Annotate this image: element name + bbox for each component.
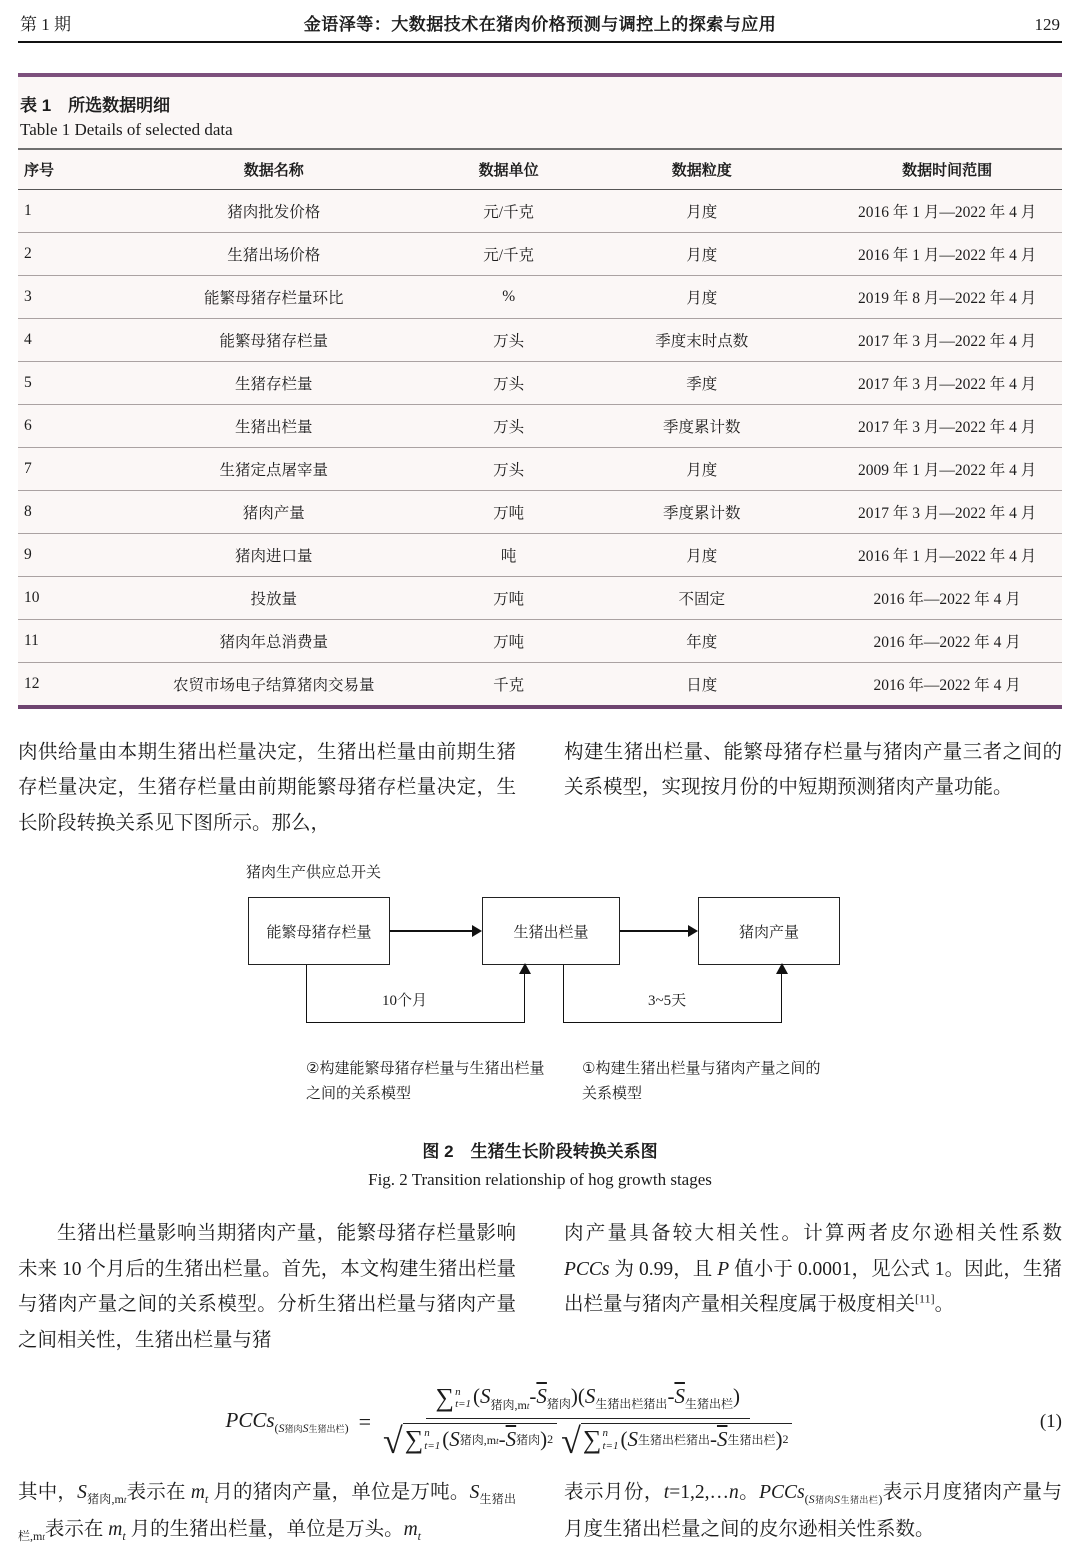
table-cell: 2017 年 3 月—2022 年 4 月: [832, 319, 1062, 362]
radicand-2: [581, 1423, 793, 1453]
sub-text: 猪肉,m: [86, 1492, 124, 1507]
arrowhead-right-icon: [472, 925, 482, 937]
sub-hog-out: 生猪出栏猪出: [595, 1397, 668, 1412]
table-cell: 1: [18, 190, 102, 233]
hog-growth-diagram: [230, 859, 950, 1117]
col-header-unit: 数据单位: [446, 149, 571, 190]
var-s: S: [627, 1427, 638, 1452]
table-cell: 日度: [686, 677, 718, 694]
sub-hog-out: 生猪出栏猪出: [637, 1433, 710, 1448]
diagram-note-1: ①构建生猪出栏量与猪肉产量之间的关系模型: [582, 1060, 821, 1103]
running-head: [18, 8, 1062, 43]
sqrt-icon: √: [561, 1420, 581, 1461]
body-text-block-1: [18, 735, 1062, 841]
table-cell: 2016 年 1 月—2022 年 4 月: [832, 190, 1062, 233]
paren: ): [732, 1384, 740, 1409]
var-n: n: [728, 1482, 739, 1504]
arrow-line-1: [390, 930, 472, 932]
table-cell: 2016 年—2022 年 4 月: [832, 620, 1062, 663]
sub-t: t: [204, 1492, 209, 1507]
var-s: S: [834, 1492, 841, 1507]
paren: (: [804, 1492, 809, 1507]
table-cell: 2: [18, 233, 102, 276]
table-cell: %: [446, 276, 571, 319]
paragraph-left-2: 生猪出栏量影响当期猪肉产量，能繁母猪存栏量影响未来 10 个月后的生猪出栏量。首先，本文构建生猪出栏量与猪肉产量之间的关系模型。分析生猪出栏量与猪肉产量之间相关性，生猪出栏量与猪: [18, 1223, 516, 1351]
text-run: 月的猪肉产量，单位是万吨。: [208, 1482, 470, 1504]
table-cell: 万吨: [446, 620, 571, 663]
table-cell: 季度: [571, 362, 832, 405]
table-cell: 生猪出栏量: [102, 405, 447, 448]
sum-limits: [455, 1386, 471, 1410]
minus-sign: -: [709, 1427, 717, 1452]
formula-lhs-subscript: [275, 1421, 349, 1435]
var-s: S: [469, 1482, 480, 1504]
table-caption-zh: 表 1 所选数据明细: [20, 96, 171, 115]
table-cell: 2009 年 1 月—2022 年 4 月: [832, 448, 1062, 491]
arrow-line-2: [620, 930, 688, 932]
paren: ): [344, 1421, 349, 1436]
table-cell: 猪肉年总消费量: [102, 620, 447, 663]
table-cell: 生猪定点屠宰量: [102, 448, 447, 491]
sub-t: t: [417, 1529, 422, 1544]
table-cell: 月度: [571, 233, 832, 276]
table-row: [18, 233, 1062, 276]
table-row: [18, 448, 1062, 491]
var-s-bar: $\overline{S}$: [536, 1384, 547, 1409]
paren: (: [442, 1427, 450, 1452]
table-caption-en: Table 1 Details of selected data: [20, 120, 233, 139]
var-s: S: [449, 1427, 460, 1452]
var-m: m: [403, 1519, 418, 1541]
sub-t: t: [122, 1529, 126, 1544]
table-cell: 元/千克: [446, 190, 571, 233]
table-cell: 7: [18, 448, 102, 491]
var-pccs: PCCs: [564, 1258, 610, 1280]
table-header-row: [18, 149, 1062, 190]
pccs-subscript: [805, 1492, 883, 1506]
table-row: [18, 663, 1062, 706]
equation-number: (1): [1039, 1411, 1062, 1433]
sub-text: 生猪出栏,m: [18, 1492, 516, 1544]
col-header-granularity: 数据粒度: [571, 149, 832, 190]
table-row: [18, 276, 1062, 319]
minus-sign: -: [498, 1427, 506, 1452]
sub-pork: 猪肉: [546, 1397, 571, 1412]
table-cell: 万头: [446, 362, 571, 405]
sum-icon: ∑: [582, 1424, 602, 1454]
text-run: 表示在: [126, 1482, 191, 1504]
numerator: [426, 1384, 750, 1418]
exponent-2: 2: [547, 1432, 554, 1447]
body-text-block-2: [18, 1216, 1062, 1358]
table-cell: 万头: [446, 405, 571, 448]
exponent-2: 2: [782, 1432, 789, 1447]
loop-label-3-5-days: 3~5天: [648, 993, 687, 1010]
diagram-switch-label: 猪肉生产供应总开关: [246, 864, 382, 882]
sub-pork: 猪肉: [814, 1495, 835, 1506]
loop-label-10-months: 10个月: [382, 993, 428, 1010]
limit-upper: n: [424, 1427, 430, 1440]
table-cell: 猪肉产量: [102, 491, 447, 534]
table-cell: 季度累计数: [571, 491, 832, 534]
var-s-bar: $\overline{S}$: [674, 1384, 685, 1409]
table-cell: 9: [18, 534, 102, 577]
diagram-box-hog-output: 生猪出栏量: [482, 897, 620, 965]
table-cell: 月度: [571, 448, 832, 491]
arrowhead-up-icon: [519, 963, 531, 974]
issue-number: 第 1 期: [20, 15, 71, 34]
sub-hog: 生猪出栏: [684, 1397, 733, 1412]
sub-hog: 生猪出栏: [308, 1424, 345, 1435]
table-cell: 10: [18, 577, 102, 620]
data-table: [18, 148, 1062, 705]
table-row: [18, 319, 1062, 362]
table-cell: 万头: [446, 448, 571, 491]
table-cell: 2017 年 3 月—2022 年 4 月: [832, 491, 1062, 534]
var-s: S: [808, 1492, 815, 1507]
running-title: 金语泽等：大数据技术在猪肉价格预测与调控上的探索与应用: [303, 15, 777, 34]
table-cell: 2016 年 1 月—2022 年 4 月: [832, 233, 1062, 276]
paren: ): [540, 1427, 548, 1452]
radicand-1: [403, 1423, 557, 1453]
paragraph-right-1: 构建生猪出栏量、能繁母猪存栏量与猪肉产量三者之间的关系模型，实现按月份的中短期预测猪肉产量功能。: [564, 742, 1062, 799]
col-header-timerange: 数据时间范围: [832, 149, 1062, 190]
var-s-bar: $\overline{S}$: [716, 1427, 728, 1452]
var-s-bar: $\overline{S}$: [505, 1427, 517, 1452]
table-cell: 猪肉批发价格: [102, 190, 447, 233]
diagram-box-pork-production: 猪肉产量: [698, 897, 840, 965]
table-cell: 季度累计数: [571, 405, 832, 448]
sum-limits: [602, 1427, 618, 1451]
table-cell: 万吨: [446, 491, 571, 534]
limit-lower: t=1: [424, 1439, 441, 1452]
paren: ): [570, 1384, 578, 1409]
paren: (: [473, 1384, 481, 1409]
table-section: [18, 73, 1062, 709]
text-run: 肉产量具备较大相关性。计算两者皮尔逊相关性系数: [564, 1223, 1062, 1245]
table-cell: 11: [18, 620, 102, 663]
table-cell: 万头: [446, 319, 571, 362]
page-number: 129: [1034, 15, 1060, 34]
table-cell: 农贸市场电子结算猪肉交易量: [173, 677, 375, 694]
table-cell: 2016 年—2022 年 4 月: [873, 677, 1021, 694]
text-run: =1,2,…: [669, 1482, 729, 1504]
var-s: S: [302, 1421, 309, 1436]
paragraph-right-3: [564, 1474, 1062, 1548]
table-cell: 猪肉进口量: [102, 534, 447, 577]
table-cell: 2016 年—2022 年 4 月: [832, 577, 1062, 620]
var-s: S: [480, 1384, 491, 1409]
table-cell: 月度: [571, 276, 832, 319]
paragraph-left-1: 肉供给量由本期生猪出栏量决定，生猪出栏量由前期生猪存栏量决定，生猪存栏量由前期能繁母猪存栏量决定，生长阶段转换关系见下图所示。那么，: [18, 742, 516, 834]
arrowhead-right-icon: [688, 925, 698, 937]
sqrt-icon: √: [382, 1420, 403, 1461]
table-row: [18, 620, 1062, 663]
paren: ): [878, 1492, 883, 1507]
paren: (: [577, 1384, 585, 1409]
table-cell: 5: [18, 362, 102, 405]
var-s: S: [584, 1384, 596, 1409]
table-cell: 生猪存栏量: [102, 362, 447, 405]
sum-limits: [424, 1427, 440, 1451]
table-cell: 吨: [446, 534, 571, 577]
paren: (: [274, 1421, 279, 1436]
table-cell: 投放量: [102, 577, 447, 620]
var-t: t: [663, 1482, 670, 1504]
table-row: [18, 362, 1062, 405]
col-header-index: 序号: [18, 149, 102, 190]
table-row: [18, 405, 1062, 448]
fraction: [381, 1384, 795, 1460]
table-row: [18, 491, 1062, 534]
table-row: [18, 534, 1062, 577]
sub-hog: 生猪出栏: [727, 1433, 776, 1448]
sub-pork-mt: [460, 1431, 499, 1448]
sub-t: t: [496, 1436, 499, 1447]
table-cell: 万吨: [446, 577, 571, 620]
diagram-box-sow-stock: 能繁母猪存栏量: [248, 897, 390, 965]
minus-sign: -: [667, 1384, 675, 1409]
denominator: [381, 1419, 795, 1461]
table-cell: 2017 年 3 月—2022 年 4 月: [832, 405, 1062, 448]
radical-2: [561, 1420, 792, 1461]
table-cell: 年度: [571, 620, 832, 663]
table-cell: 3: [18, 276, 102, 319]
table-cell: 月度: [571, 534, 832, 577]
var-pccs: PCCs: [225, 1408, 275, 1433]
var-pccs: PCCs: [759, 1482, 805, 1504]
sub-text: 猪肉,m: [490, 1397, 527, 1412]
text-run: 。: [738, 1482, 760, 1504]
sub-t: t: [123, 1495, 127, 1506]
table-cell: 能繁母猪存栏量环比: [102, 276, 447, 319]
table-cell: 生猪出场价格: [102, 233, 447, 276]
text-run: 为 0.99，且: [609, 1258, 718, 1280]
var-m: m: [190, 1482, 205, 1504]
table-row: [18, 577, 1062, 620]
var-m: m: [108, 1519, 123, 1541]
table-cell: 8: [18, 491, 102, 534]
table-cell: 2017 年 3 月—2022 年 4 月: [832, 362, 1062, 405]
figure-caption-en: Fig. 2 Transition relationship of hog growth stages: [368, 1170, 712, 1190]
sub-pork-mt: [87, 1492, 126, 1506]
text-run: 。: [934, 1294, 955, 1316]
table-cell: 能繁母猪存栏量: [102, 319, 447, 362]
sub-hog: 生猪出栏: [840, 1495, 879, 1506]
numerator-terms: [473, 1384, 740, 1412]
limit-upper: n: [455, 1386, 461, 1399]
figure-caption-zh: 图 2 生猪生长阶段转换关系图: [422, 1142, 658, 1162]
var-p: P: [717, 1258, 730, 1280]
paren: (: [620, 1427, 628, 1452]
sub-t: t: [526, 1400, 530, 1411]
table-cell: 6: [18, 405, 102, 448]
var-s: S: [278, 1421, 285, 1436]
text-run: 其中，: [18, 1482, 78, 1504]
table-cell: 2019 年 8 月—2022 年 4 月: [832, 276, 1062, 319]
text-run: 表示在: [44, 1519, 109, 1541]
text-run: 值小于 0.0001，见公式 1。因此，生猪出栏量与猪肉产量相关程度属于极度相关: [564, 1258, 1062, 1316]
equals-sign: =: [358, 1409, 371, 1435]
text-run: 表示月度猪肉产量与月度生猪出栏量之间的皮尔逊相关性系数。: [564, 1482, 1062, 1541]
sub-pork: 猪肉: [284, 1424, 303, 1435]
paragraph-right-2: [564, 1216, 1062, 1358]
table-cell: 季度末时点数: [571, 319, 832, 362]
table-cell: 千克: [493, 677, 525, 694]
text-run: 表示月份，: [564, 1482, 664, 1504]
arrowhead-up-icon: [776, 963, 788, 974]
var-s: S: [77, 1482, 87, 1504]
formula-lhs: [226, 1408, 349, 1436]
pccs-formula: [18, 1384, 1002, 1460]
paragraph-left-3: [18, 1474, 516, 1548]
citation-ref: [11]: [915, 1291, 935, 1306]
sum-icon: ∑: [435, 1383, 455, 1413]
body-text-block-3: [18, 1474, 1062, 1548]
sub-pork: 猪肉: [516, 1433, 541, 1448]
table-row: [18, 190, 1062, 233]
table-body: [18, 190, 1062, 706]
limit-lower: t=1: [602, 1439, 619, 1452]
sub-t: t: [42, 1532, 45, 1543]
minus-sign: -: [529, 1384, 537, 1409]
text-run: 月的生猪出栏量，单位是万头。: [125, 1519, 404, 1541]
table-cell: 12: [24, 675, 40, 692]
limit-lower: t=1: [455, 1398, 472, 1411]
sub-pork-mt: [491, 1398, 530, 1412]
table-cell: 月度: [571, 190, 832, 233]
equation-1: [18, 1376, 1062, 1468]
table-cell: 4: [18, 319, 102, 362]
radical-1: [382, 1420, 557, 1461]
diagram-note-2: ②构建能繁母猪存栏量与生猪出栏量之间的关系模型: [306, 1060, 545, 1103]
col-header-name: 数据名称: [102, 149, 447, 190]
sum-icon: ∑: [404, 1424, 424, 1454]
sub-text: 猪肉,m: [459, 1433, 497, 1448]
paren: ): [775, 1427, 783, 1452]
table-cell: 不固定: [571, 577, 832, 620]
table-cell: 元/千克: [446, 233, 571, 276]
limit-upper: n: [602, 1427, 608, 1440]
table-cell: 2016 年 1 月—2022 年 4 月: [832, 534, 1062, 577]
